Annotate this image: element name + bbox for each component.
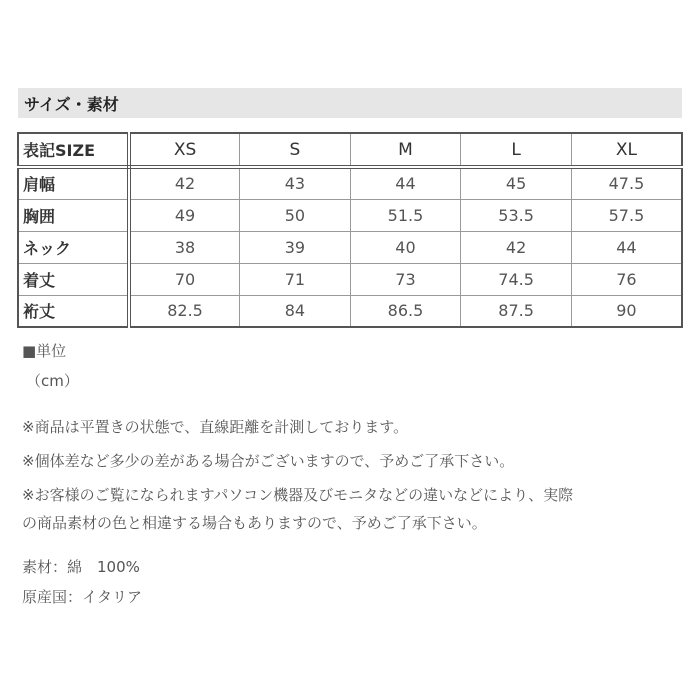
size-header-s: S xyxy=(240,133,351,167)
table-cell: 71 xyxy=(240,263,351,295)
table-row xyxy=(18,231,682,263)
table-cell: 51.5 xyxy=(350,199,461,231)
size-table xyxy=(17,132,683,328)
table-cell: 38 xyxy=(129,231,240,263)
size-header-m: M xyxy=(350,133,461,167)
row-label: 着丈 xyxy=(18,263,129,295)
table-cell: 76 xyxy=(571,263,682,295)
table-row xyxy=(18,295,682,327)
table-row xyxy=(18,167,682,199)
table-cell: 39 xyxy=(240,231,351,263)
table-cell: 87.5 xyxy=(461,295,572,327)
table-row xyxy=(18,199,682,231)
unit-label: ■単位 xyxy=(22,342,67,360)
table-cell: 45 xyxy=(461,167,572,199)
remark-color-line-2: の商品素材の色と相違する場合もありますので、予めご了承下さい。 xyxy=(22,514,487,532)
table-cell: 74.5 xyxy=(461,263,572,295)
size-header-xs: XS xyxy=(129,133,240,167)
table-cell: 53.5 xyxy=(461,199,572,231)
section-title: サイズ・素材 xyxy=(24,94,119,114)
table-cell: 42 xyxy=(461,231,572,263)
table-cell: 86.5 xyxy=(350,295,461,327)
size-header-label: 表記SIZE xyxy=(18,133,129,167)
table-cell: 84 xyxy=(240,295,351,327)
table-cell: 73 xyxy=(350,263,461,295)
table-cell: 57.5 xyxy=(571,199,682,231)
table-cell: 50 xyxy=(240,199,351,231)
size-header-xl: XL xyxy=(571,133,682,167)
table-cell: 70 xyxy=(129,263,240,295)
table-cell: 43 xyxy=(240,167,351,199)
table-cell: 44 xyxy=(350,167,461,199)
remark-variation: ※個体差など多少の差がある場合がございますので、予めご了承下さい。 xyxy=(22,452,515,470)
table-cell: 90 xyxy=(571,295,682,327)
row-label: 裄丈 xyxy=(18,295,129,327)
row-label: ネック xyxy=(18,231,129,263)
remark-color-line-1: ※お客様のご覧になられますパソコン機器及びモニタなどの違いなどにより、実際 xyxy=(22,486,574,504)
table-row xyxy=(18,263,682,295)
section-header xyxy=(18,88,682,118)
remark-measurement: ※商品は平置きの状態で、直線距離を計測しております。 xyxy=(22,418,409,436)
row-label: 胸囲 xyxy=(18,199,129,231)
table-cell: 40 xyxy=(350,231,461,263)
row-label: 肩幅 xyxy=(18,167,129,199)
table-cell: 82.5 xyxy=(129,295,240,327)
table-cell: 47.5 xyxy=(571,167,682,199)
size-header-row xyxy=(18,133,682,167)
table-cell: 49 xyxy=(129,199,240,231)
table-cell: 42 xyxy=(129,167,240,199)
size-header-l: L xyxy=(461,133,572,167)
unit-value: （cm） xyxy=(26,372,79,390)
material-info: 素材：綿 100% xyxy=(22,558,140,576)
table-cell: 44 xyxy=(571,231,682,263)
origin-info: 原産国：イタリア xyxy=(22,588,143,606)
